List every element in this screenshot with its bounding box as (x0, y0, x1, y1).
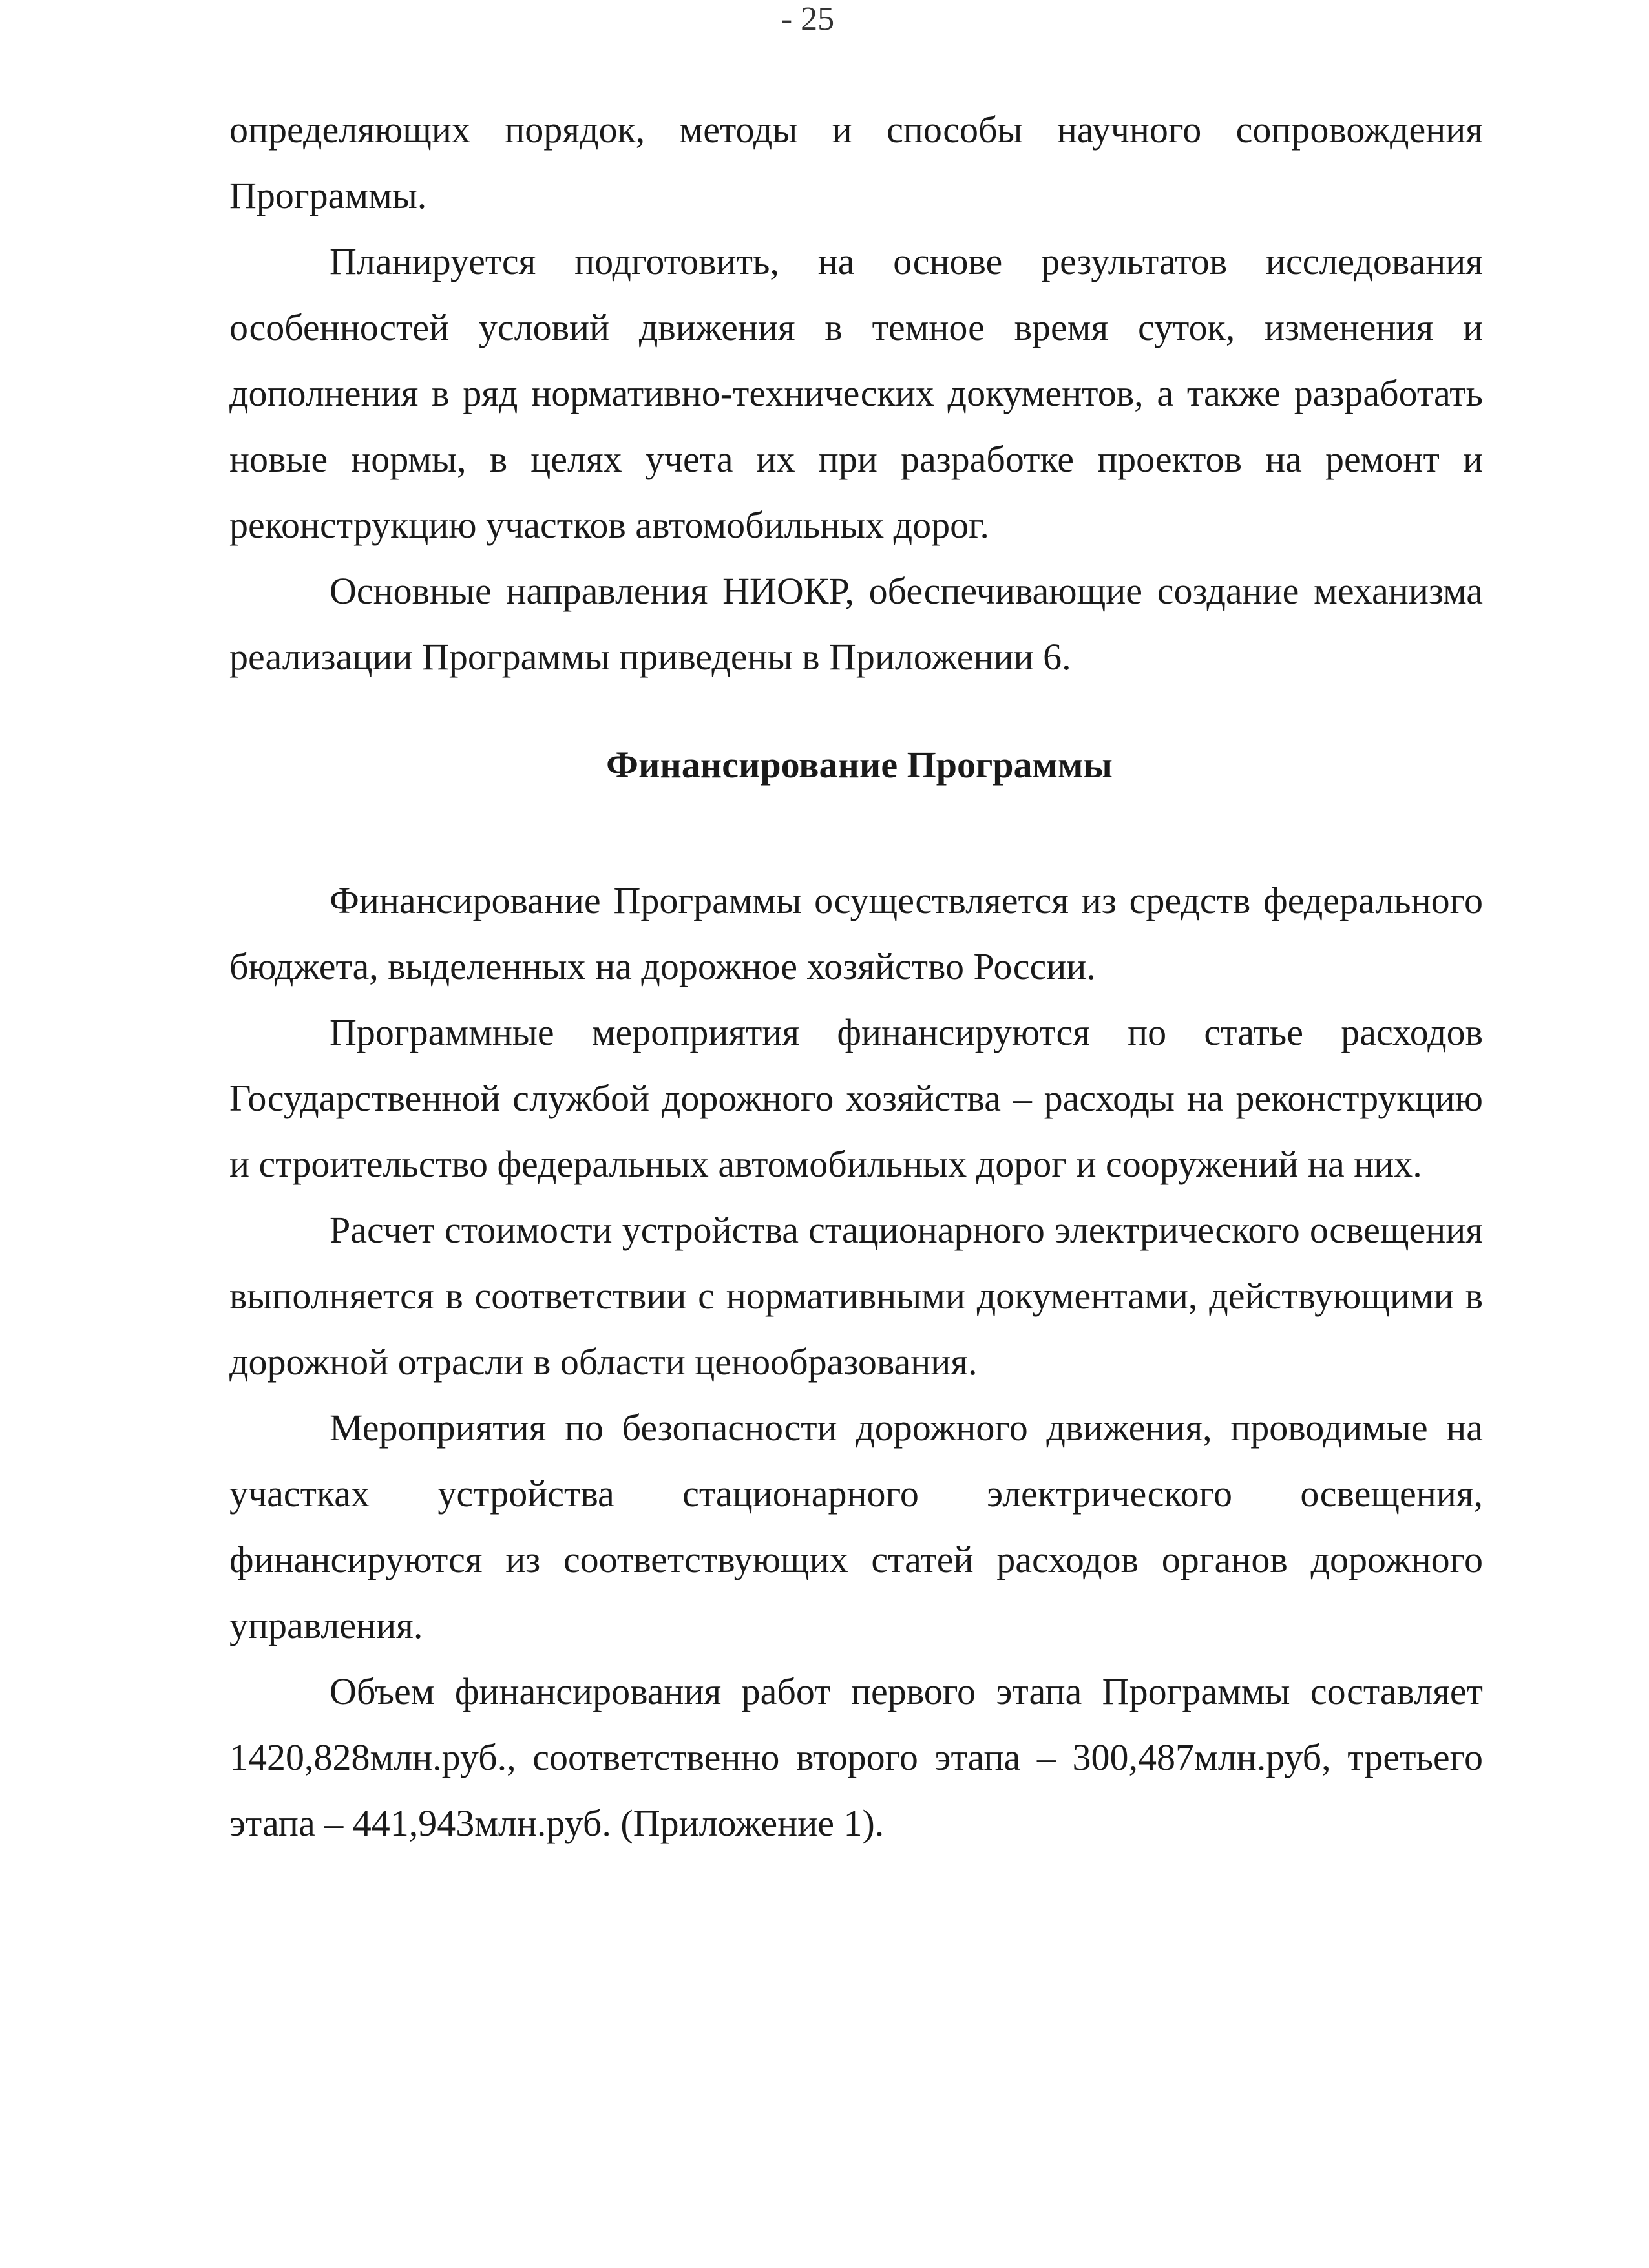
paragraph-program-activities: Программные мероприятия финансируются по статье расходов Государственной службой дорожного хозяйства – расходы на реконструкцию и строительство федеральных автомобильных дорог и сооружений на них. (229, 1011, 1483, 1185)
paragraph-funding-volume: Объем финансирования работ первого этапа Программы составляет 1420,828млн.руб., соответственно второго этапа – 300,487млн.руб, третьего этапа – 441,943млн.руб. (Приложение 1). (229, 1670, 1483, 1844)
paragraph-cost-calculation: Расчет стоимости устройства стационарного электрического освещения выполняется в соответствии с нормативными документами, действующими в дорожной отрасли в области ценообразования. (229, 1209, 1483, 1383)
section-heading: Финансирование Программы (606, 744, 1113, 786)
document-body (229, 97, 1483, 1856)
page-number: - 25 (781, 1, 835, 37)
paragraph-norms-plan: Планируется подготовить, на основе результатов исследования особенностей условий движения в темное время суток, изменения и дополнения в ряд нормативно-технических документов, а также разработать новые нормы, в целях учета их при разработке проектов на ремонт и реконструкцию участков автомобильных дорог. (229, 240, 1483, 546)
paragraph-financing-source: Финансирование Программы осуществляется из средств федерального бюджета, выделенных на дорожное хозяйство России. (229, 879, 1483, 987)
paragraph-continuation: определяющих порядок, методы и способы научного сопровождения Программы. (229, 109, 1483, 216)
paragraph-niokr: Основные направления НИОКР, обеспечивающие создание механизма реализации Программы приведены в Приложении 6. (229, 570, 1483, 678)
paragraph-safety-activities: Мероприятия по безопасности дорожного движения, проводимые на участках устройства стационарного электрического освещения, финансируются из соответствующих статей расходов органов дорожного управления. (229, 1407, 1483, 1646)
